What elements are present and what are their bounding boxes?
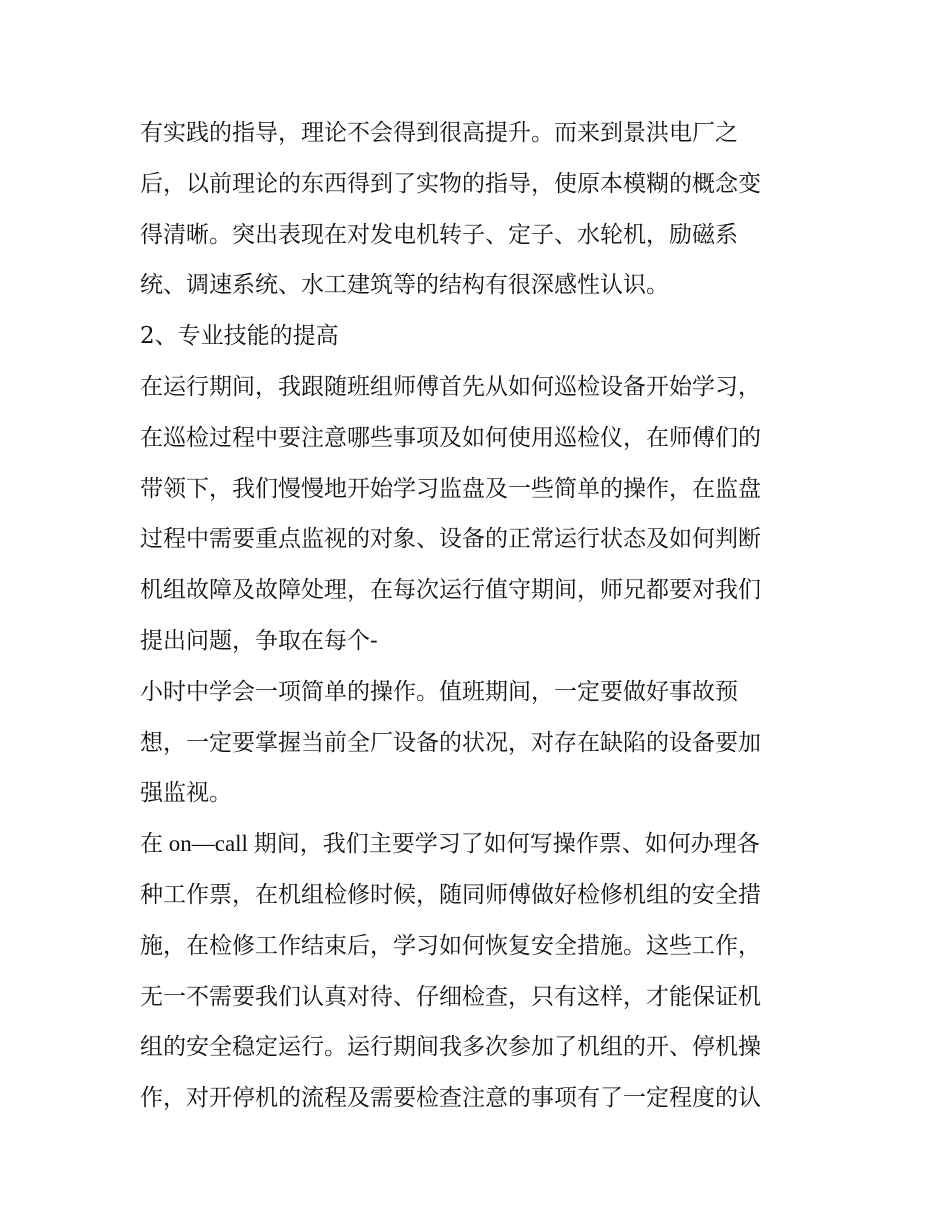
text-line-9: 过程中需要重点监视的对象、设备的正常运行状态及如何判断 — [140, 526, 761, 553]
text-line-2: 后，以前理论的东西得到了实物的指导，使原本模糊的概念变 — [140, 170, 761, 197]
text-line-20: 作，对开停机的流程及需要检查注意的事项有了一定程度的认 — [140, 1085, 761, 1112]
text-line-13: 想，一定要掌握当前全厂设备的状况，对存在缺陷的设备要加 — [140, 729, 761, 756]
text-line-17: 施，在检修工作结束后，学习如何恢复安全措施。这些工作， — [140, 932, 761, 959]
text-line-1: 有实践的指导，理论不会得到很高提升。而来到景洪电厂之 — [140, 120, 738, 146]
text-line-12: 小时中学会一项简单的操作。值班期间，一定要做好事故预 — [140, 678, 738, 705]
text-line-19: 组的安全稳定运行。运行期间我多次参加了机组的开、停机操 — [140, 1034, 761, 1061]
text-line-16: 种工作票，在机组检修时候，随同师傅做好检修机组的安全措 — [140, 881, 761, 908]
text-line-11: 提出问题，争取在每个- — [140, 627, 378, 654]
section-heading: 2、专业技能的提高 — [140, 323, 339, 350]
text-line-7: 在巡检过程中要注意哪些事项及如何使用巡检仪，在师傅们的 — [140, 424, 761, 451]
text-line-6: 在运行期间，我跟随班组师傅首先从如何巡检设备开始学习， — [140, 373, 761, 400]
text-line-4: 统、调速系统、水工建筑等的结构有很深感性认识。 — [140, 272, 669, 299]
text-line-10: 机组故障及故障处理，在每次运行值守期间，师兄都要对我们 — [140, 577, 761, 604]
text-line-8: 带领下，我们慢慢地开始学习监盘及一些简单的操作，在监盘 — [140, 475, 761, 502]
body-text — [140, 108, 820, 1124]
text-line-3: 得清晰。突出表现在对发电机转子、定子、水轮机，励磁系 — [140, 221, 738, 248]
text-line-15: 在 on—call 期间，我们主要学习了如何写操作票、如何办理各 — [140, 831, 760, 857]
text-line-18: 无一不需要我们认真对待、仔细检查，只有这样，才能保证机 — [140, 983, 761, 1010]
text-line-14: 强监视。 — [140, 780, 232, 807]
